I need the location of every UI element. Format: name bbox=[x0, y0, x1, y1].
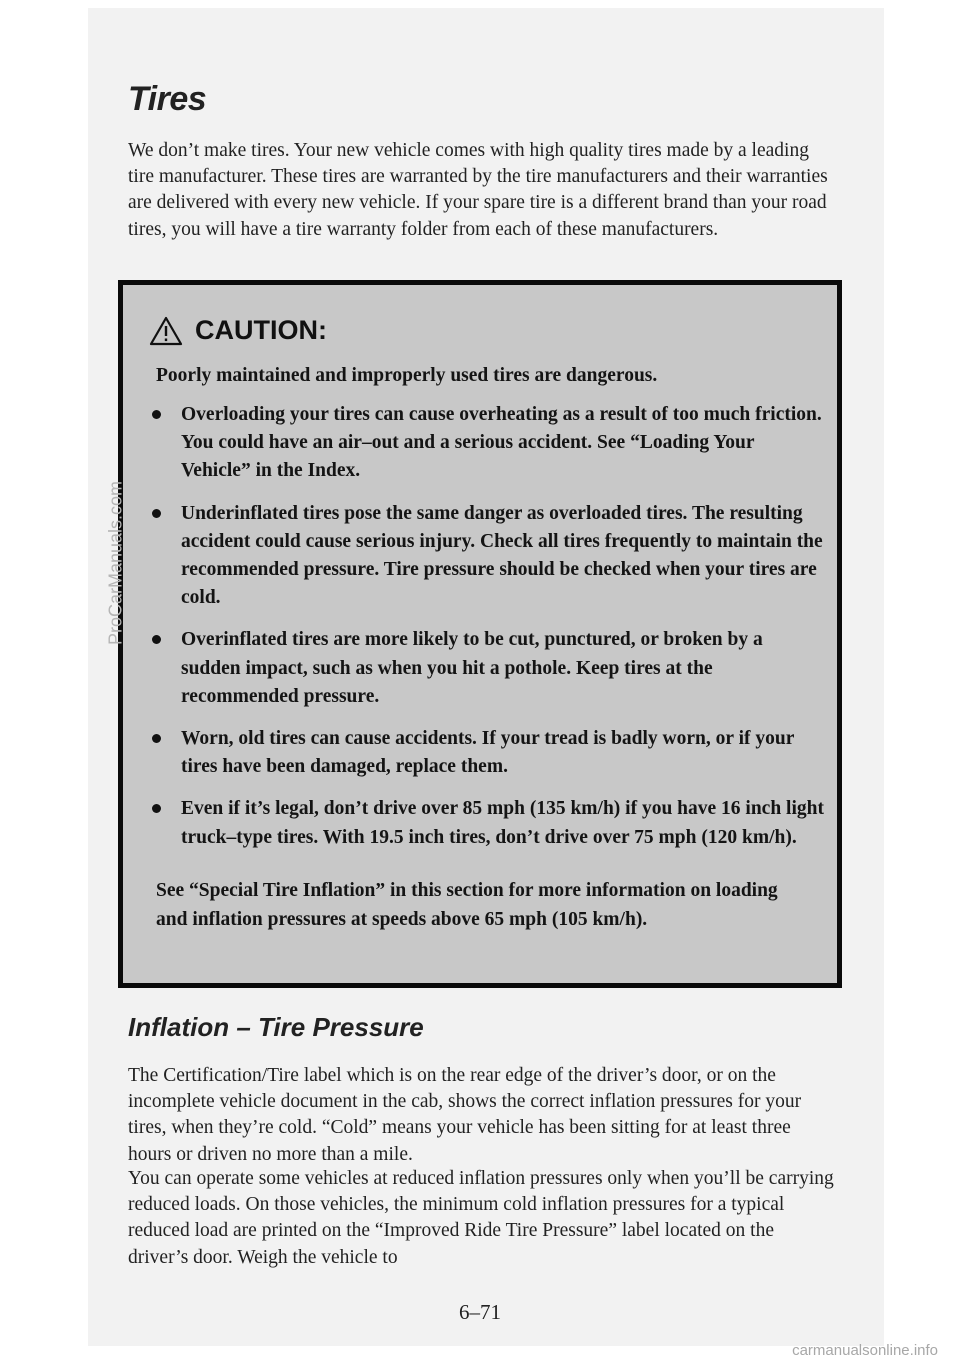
list-item bbox=[147, 626, 827, 711]
subsection-title: Inflation – Tire Pressure bbox=[128, 1012, 424, 1042]
bullet-icon bbox=[152, 635, 161, 644]
caution-intro: Poorly maintained and improperly used tires are dangerous. bbox=[156, 365, 658, 386]
list-item bbox=[147, 795, 827, 851]
caution-box bbox=[118, 280, 842, 988]
caution-footer: See “Special Tire Inflation” in this section for more information on loading and inflation pressures at speeds above 65 mph (105 km/h). bbox=[156, 880, 778, 930]
bottom-watermark: carmanualsonline.info bbox=[792, 1342, 938, 1359]
inflation-paragraph-1: The Certification/Tire label which is on the rear edge of the driver’s door, or on the incomplete vehicle document in the cab, shows the correct inflation pressures for your tires, when they’re cold. “Cold” means your vehicle has been sitting for at least three hours or driven no more than a mile. bbox=[128, 1065, 802, 1165]
bullet-text: Overloading your tires can cause overheating as a result of too much friction. You could have an air–out and a serious accident. See “Loading Your Vehicle” in the Index. bbox=[181, 404, 822, 482]
list-item bbox=[147, 401, 827, 486]
caution-title: CAUTION: bbox=[195, 315, 327, 345]
list-item bbox=[147, 725, 827, 781]
bullet-text: Even if it’s legal, don’t drive over 85 mph (135 km/h) if you have 16 inch light truck–type tires. With 19.5 inch tires, don’t drive over 75 mph (120 km/h). bbox=[181, 798, 824, 848]
warning-triangle-icon bbox=[149, 316, 183, 346]
bullet-text: Worn, old tires can cause accidents. If your tread is badly worn, or if your tires have been damaged, replace them. bbox=[181, 728, 795, 778]
bullet-text: Underinflated tires pose the same danger as overloaded tires. The resulting accident could cause serious injury. Check all tires frequently to maintain the recommended pressure. Tire pressure should be checked when your tires are cold. bbox=[181, 502, 823, 609]
list-item bbox=[147, 500, 827, 613]
caution-header bbox=[149, 315, 327, 346]
section-title: Tires bbox=[128, 80, 207, 118]
bullet-icon bbox=[152, 804, 161, 813]
bullet-text: Overinflated tires are more likely to be cut, punctured, or broken by a sudden impact, such as when you hit a pothole. Keep tires at the recommended pressure. bbox=[181, 629, 763, 707]
intro-paragraph: We don’t make tires. Your new vehicle comes with high quality tires made by a leading tire manufacturer. These tires are warranted by the tire manufacturers and their warranties are delivered with every new vehicle. If your spare tire is a different brand than your road tires, you will have a tire warranty folder from each of these manufacturers. bbox=[128, 140, 828, 240]
page-number: 6–71 bbox=[459, 1300, 501, 1324]
bullet-icon bbox=[152, 410, 161, 419]
inflation-paragraph-2: You can operate some vehicles at reduced inflation pressures only when you’ll be carrying reduced loads. On those vehicles, the minimum cold inflation pressures for a typical reduced load are printed on the “Improved Ride Tire Pressure” label located on the driver’s door. Weigh the vehicle to bbox=[128, 1168, 834, 1268]
caution-list bbox=[147, 401, 827, 866]
bullet-icon bbox=[152, 509, 161, 518]
bullet-icon bbox=[152, 734, 161, 743]
side-watermark: ProCarManuals.com bbox=[105, 480, 126, 646]
